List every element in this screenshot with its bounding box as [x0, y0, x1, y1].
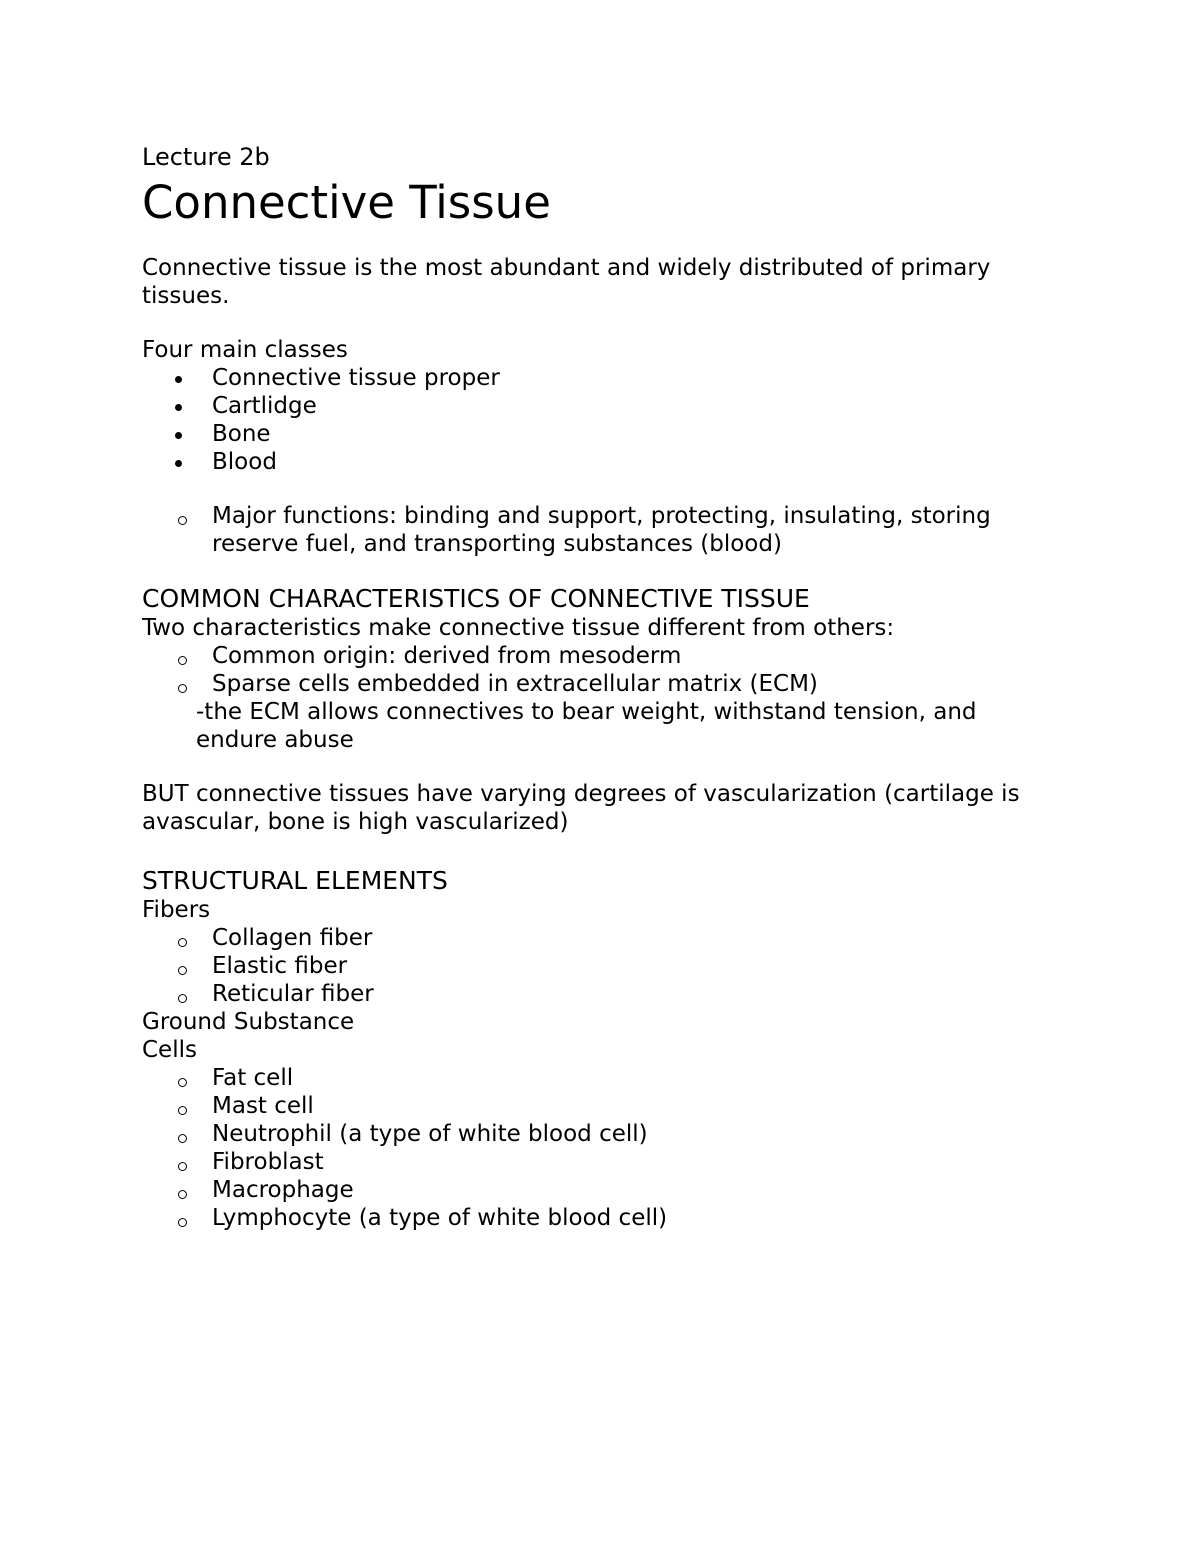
list-item: Sparse cells embedded in extracellular matrix (ECM): [142, 670, 1062, 698]
list-item: Blood: [142, 448, 1062, 476]
list-item: Collagen fiber: [142, 924, 1062, 952]
bullet-circle-icon: [178, 1218, 187, 1227]
list-item: Elastic fiber: [142, 952, 1062, 980]
spacer: [142, 476, 1062, 502]
list-item: Connective tissue proper: [142, 364, 1062, 392]
fibers-label: Fibers: [142, 897, 211, 923]
bullet-circle-icon: [178, 1078, 187, 1087]
list-item: Cartlidge: [142, 392, 1062, 420]
list-item: Common origin: derived from mesoderm: [142, 642, 1062, 670]
bullet-circle-icon: [178, 684, 187, 693]
list-item: Mast cell: [142, 1092, 1062, 1120]
bullet-disc-icon: [175, 376, 182, 383]
ecm-note: -the ECM allows connectives to bear weight, withstand tension, and endure abuse: [196, 699, 977, 753]
spacer: [142, 558, 1062, 584]
structural-heading: STRUCTURAL ELEMENTS: [142, 866, 448, 895]
ground-substance-label: Ground Substance: [142, 1009, 355, 1035]
bullet-circle-icon: [178, 938, 187, 947]
spacer: [142, 836, 1062, 862]
intro-paragraph: Connective tissue is the most abundant and widely distributed of primary tissues.: [142, 255, 991, 309]
bullet-disc-icon: [175, 432, 182, 439]
list-item: Fat cell: [142, 1064, 1062, 1092]
spacer: [142, 310, 1062, 336]
cells-label: Cells: [142, 1037, 197, 1063]
document-page: [142, 140, 1062, 1232]
bullet-circle-icon: [178, 1134, 187, 1143]
list-item: Macrophage: [142, 1176, 1062, 1204]
bullet-circle-icon: [178, 656, 187, 665]
fibers-list: [142, 924, 1062, 1008]
list-item: Bone: [142, 420, 1062, 448]
bullet-circle-icon: [178, 516, 187, 525]
list-item: Fibroblast: [142, 1148, 1062, 1176]
bullet-circle-icon: [178, 966, 187, 975]
lecture-label: Lecture 2b: [142, 143, 270, 171]
list-item: Reticular fiber: [142, 980, 1062, 1008]
list-item: Neutrophil (a type of white blood cell): [142, 1120, 1062, 1148]
bullet-circle-icon: [178, 1190, 187, 1199]
bullet-disc-icon: [175, 460, 182, 467]
bullet-disc-icon: [175, 404, 182, 411]
vascularization-paragraph: BUT connective tissues have varying degrees of vascularization (cartilage is avascular, bone is high vascularized): [142, 781, 1020, 835]
common-lead: Two characteristics make connective tissue different from others:: [142, 615, 895, 641]
functions-list: [142, 502, 1062, 558]
bullet-circle-icon: [178, 1162, 187, 1171]
list-item: Lymphocyte (a type of white blood cell): [142, 1204, 1062, 1232]
cells-list: [142, 1064, 1062, 1232]
bullet-circle-icon: [178, 1106, 187, 1115]
list-item: Major functions: binding and support, protecting, insulating, storing reserve fuel, and transporting substances (blood): [142, 502, 1032, 558]
classes-list: [142, 364, 1062, 476]
page-title: Connective Tissue: [142, 176, 551, 229]
bullet-circle-icon: [178, 994, 187, 1003]
classes-label: Four main classes: [142, 337, 348, 363]
common-heading: COMMON CHARACTERISTICS OF CONNECTIVE TISSUE: [142, 584, 810, 613]
spacer: [142, 754, 1062, 780]
common-list: [142, 642, 1062, 698]
